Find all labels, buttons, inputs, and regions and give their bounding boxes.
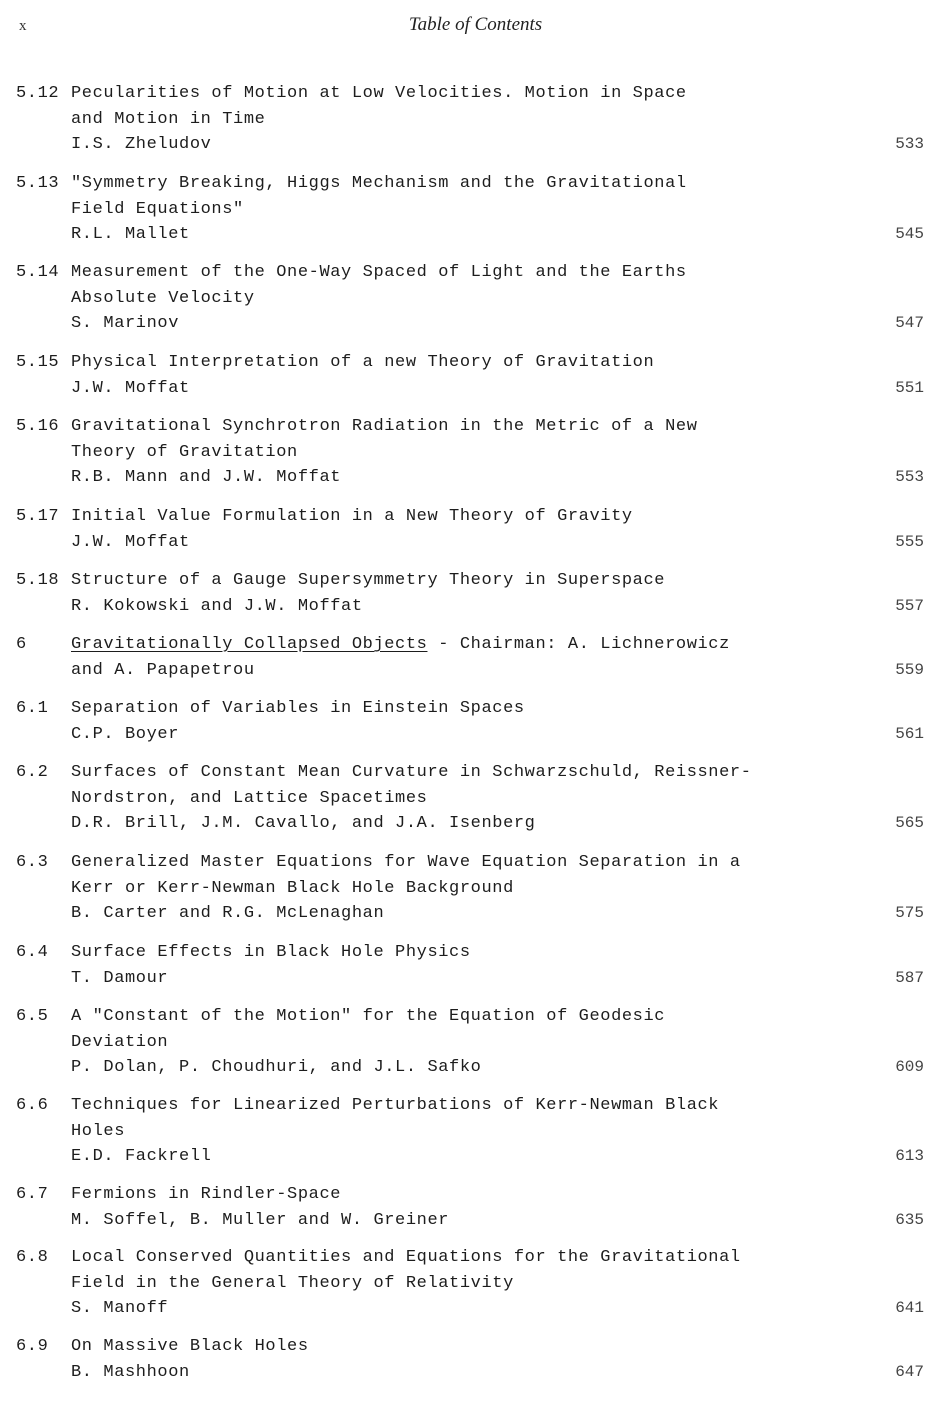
- entry-authors: J.W. Moffat: [71, 378, 190, 398]
- page-number: x: [19, 18, 27, 34]
- entry-title-line: "Symmetry Breaking, Higgs Mechanism and the Gravitational: [71, 174, 687, 193]
- entry-authors: J.W. Moffat: [71, 532, 190, 552]
- section-number: 6: [16, 635, 27, 654]
- entry-number: 6.5: [16, 1007, 49, 1026]
- entry-number: 5.14: [16, 263, 60, 282]
- entry-page: 613: [895, 1146, 924, 1165]
- toc-entry: [0, 414, 951, 490]
- toc-entry: [0, 1004, 951, 1080]
- section-title: Gravitationally Collapsed Objects: [71, 635, 428, 654]
- entry-page: 557: [895, 596, 924, 615]
- toc-entry: [0, 568, 951, 619]
- entry-authors: S. Manoff: [71, 1299, 169, 1318]
- entry-title-line: Structure of a Gauge Supersymmetry Theory in Superspace: [71, 571, 666, 590]
- entry-number: 5.17: [16, 507, 60, 526]
- entry-number: 5.13: [16, 174, 60, 193]
- entry-page: 547: [895, 313, 924, 332]
- toc-entry: [0, 1334, 951, 1385]
- section-chairman-continued: and A. Papapetrou: [71, 660, 255, 680]
- toc-entry: [0, 350, 951, 401]
- entry-page: 587: [895, 968, 924, 987]
- entry-number: 6.6: [16, 1096, 49, 1115]
- entry-number: 6.7: [16, 1185, 49, 1204]
- entry-authors: P. Dolan, P. Choudhuri, and J.L. Safko: [71, 1058, 482, 1077]
- entry-title-line: Local Conserved Quantities and Equations for the Gravitational: [71, 1248, 741, 1267]
- entry-page: 561: [895, 724, 924, 743]
- toc-entry: [0, 940, 951, 991]
- entry-title-line: Initial Value Formulation in a New Theory of Gravity: [71, 507, 633, 526]
- entry-title-line: Gravitational Synchrotron Radiation in the Metric of a New: [71, 417, 698, 436]
- entry-page: 559: [895, 660, 924, 679]
- entry-authors: R. Kokowski and J.W. Moffat: [71, 596, 363, 616]
- entry-title-line: Surface Effects in Black Hole Physics: [71, 943, 471, 962]
- section-chairman: - Chairman: A. Lichnerowicz: [427, 635, 730, 654]
- entry-title-line: Holes: [71, 1121, 126, 1141]
- toc-entry: [0, 850, 951, 926]
- entry-authors: B. Carter and R.G. McLenaghan: [71, 904, 385, 923]
- entry-number: 6.1: [16, 699, 49, 718]
- entry-authors: E.D. Fackrell: [71, 1147, 212, 1166]
- entry-authors: M. Soffel, B. Muller and W. Greiner: [71, 1210, 450, 1230]
- entry-page: 565: [895, 813, 924, 832]
- entry-title-line: and Motion in Time: [71, 109, 266, 129]
- entry-title-line: Nordstron, and Lattice Spacetimes: [71, 788, 428, 808]
- entry-authors: T. Damour: [71, 968, 169, 988]
- toc-entry: [0, 260, 951, 336]
- entry-title-line: Surfaces of Constant Mean Curvature in Schwarzschuld, Reissner-: [71, 763, 752, 782]
- entry-page: 641: [895, 1298, 924, 1317]
- section-title-line: [71, 632, 791, 658]
- entry-number: 6.3: [16, 853, 49, 872]
- entry-title-line: Deviation: [71, 1032, 169, 1052]
- entry-title-line: Measurement of the One-Way Spaced of Light and the Earths: [71, 263, 687, 282]
- entry-title-line: Physical Interpretation of a new Theory of Gravitation: [71, 353, 655, 372]
- entry-page: 545: [895, 224, 924, 243]
- entry-title-line: Fermions in Rindler-Space: [71, 1185, 342, 1204]
- entry-authors: I.S. Zheludov: [71, 135, 212, 154]
- entry-number: 6.2: [16, 763, 49, 782]
- entry-authors: R.B. Mann and J.W. Moffat: [71, 468, 342, 487]
- entry-title-line: Separation of Variables in Einstein Spaces: [71, 699, 525, 718]
- entry-title-line: A "Constant of the Motion" for the Equation of Geodesic: [71, 1007, 666, 1026]
- entry-authors: S. Marinov: [71, 314, 180, 333]
- entry-page: 553: [895, 467, 924, 486]
- toc-section-entry: [0, 632, 951, 683]
- entry-title-line: Techniques for Linearized Perturbations of Kerr-Newman Black: [71, 1096, 720, 1115]
- toc-entry: [0, 760, 951, 836]
- entry-authors: D.R. Brill, J.M. Cavallo, and J.A. Isenberg: [71, 814, 536, 833]
- entry-page: 647: [895, 1362, 924, 1381]
- toc-entry: [0, 171, 951, 247]
- toc-entry: [0, 1182, 951, 1233]
- entry-page: 551: [895, 378, 924, 397]
- entry-page: 555: [895, 532, 924, 551]
- entry-page: 635: [895, 1210, 924, 1229]
- entry-title-line: Pecularities of Motion at Low Velocities. Motion in Space: [71, 84, 687, 103]
- entry-title-line: Field Equations": [71, 199, 244, 219]
- toc-entry: [0, 1245, 951, 1321]
- entry-page: 575: [895, 903, 924, 922]
- entry-authors: R.L. Mallet: [71, 225, 190, 244]
- entry-number: 5.15: [16, 353, 60, 372]
- entry-authors: B. Mashhoon: [71, 1362, 190, 1382]
- toc-entry: [0, 504, 951, 555]
- entry-authors: C.P. Boyer: [71, 724, 180, 744]
- entry-number: 5.16: [16, 417, 60, 436]
- entry-number: 6.9: [16, 1337, 49, 1356]
- entry-page: 533: [895, 134, 924, 153]
- entry-number: 6.8: [16, 1248, 49, 1267]
- toc-entry: [0, 696, 951, 747]
- toc-entry: [0, 1093, 951, 1169]
- entry-number: 5.18: [16, 571, 60, 590]
- entry-title-line: Absolute Velocity: [71, 288, 255, 308]
- entry-page: 609: [895, 1057, 924, 1076]
- page-title: Table of Contents: [408, 14, 543, 35]
- entry-title-line: Kerr or Kerr-Newman Black Hole Background: [71, 878, 514, 898]
- toc-entry: [0, 81, 951, 157]
- entry-title-line: Generalized Master Equations for Wave Equation Separation in a: [71, 853, 741, 872]
- entry-number: 5.12: [16, 84, 60, 103]
- entry-title-line: Field in the General Theory of Relativity: [71, 1273, 514, 1293]
- entry-title-line: On Massive Black Holes: [71, 1337, 309, 1356]
- entry-title-line: Theory of Gravitation: [71, 442, 298, 462]
- entry-number: 6.4: [16, 943, 49, 962]
